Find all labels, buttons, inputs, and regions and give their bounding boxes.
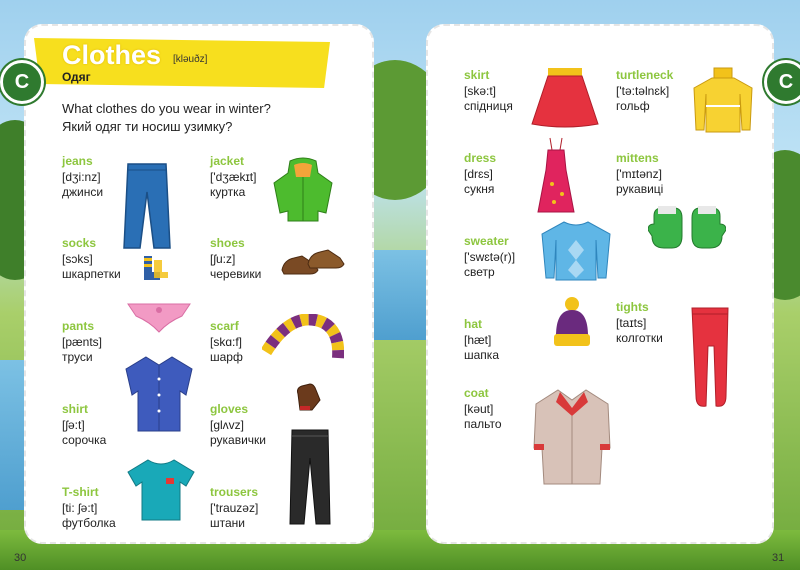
shoes-picture — [280, 248, 346, 278]
sweater-picture — [540, 220, 612, 282]
word-en: gloves — [210, 402, 249, 416]
word-ipa: ['swɛtə(r)] — [464, 249, 516, 264]
word-ipa: ['tə:təlnɛk] — [616, 83, 670, 98]
vocab-entry-pants — [62, 319, 102, 366]
word-ua: светр — [464, 265, 495, 279]
word-ua: шапка — [464, 348, 499, 362]
word-ua: шарф — [210, 350, 243, 364]
jacket-picture — [270, 157, 336, 223]
word-ua: штани — [210, 516, 245, 530]
gloves-picture — [294, 382, 322, 412]
page-number-right: 31 — [772, 552, 785, 564]
word-en: jacket — [210, 154, 245, 168]
word-ipa: [ti: ʃə:t] — [62, 500, 98, 515]
word-ipa: [pænts] — [62, 334, 103, 349]
word-ua: колготки — [616, 331, 663, 345]
word-ua: рукавиці — [616, 182, 664, 196]
scarf-picture — [262, 314, 344, 362]
word-ipa: [sɔks] — [62, 251, 93, 266]
vocab-entry-trousers — [210, 485, 258, 532]
word-ipa: ['dʒækɪt] — [210, 169, 257, 184]
question-ukrainian: Який одяг ти носиш узимку? — [62, 119, 233, 134]
question — [62, 100, 271, 136]
word-en: hat — [464, 317, 482, 331]
word-ua: рукавички — [210, 433, 267, 447]
vocab-entry-scarf — [210, 319, 243, 366]
word-en: jeans — [62, 154, 93, 168]
vocab-entry-skirt — [464, 68, 513, 115]
vocab-entry-mittens — [616, 151, 663, 198]
word-en: skirt — [464, 68, 490, 82]
mittens-picture — [648, 206, 726, 260]
tights-picture — [688, 306, 734, 410]
word-ipa: [skɑ:f] — [210, 334, 243, 349]
word-ipa: [ʃə:t] — [62, 417, 85, 432]
word-ua: сорочка — [62, 433, 107, 447]
word-en: shoes — [210, 236, 245, 250]
word-ua: труси — [62, 350, 93, 364]
vocab-entry-shoes — [210, 236, 261, 283]
word-ipa: [glʌvz] — [210, 417, 245, 432]
word-en: coat — [464, 386, 489, 400]
vocab-entry-coat — [464, 386, 502, 433]
word-ua: черевики — [210, 267, 262, 281]
question-english: What clothes do you wear in winter? — [62, 101, 271, 116]
letter-tab-left: C — [0, 60, 44, 104]
title-transcription: [kləuðz] — [173, 54, 208, 65]
word-ipa: [dʒi:nz] — [62, 169, 101, 184]
vocab-entry-turtleneck — [616, 68, 673, 115]
word-en: mittens — [616, 151, 659, 165]
word-ua: футболка — [62, 516, 116, 530]
vocab-entry-tshirt — [62, 485, 116, 532]
turtleneck-picture — [690, 66, 756, 134]
word-ipa: [drɛs] — [464, 166, 493, 181]
word-ipa: [hæt] — [464, 332, 492, 347]
word-en: shirt — [62, 402, 89, 416]
page-number-left: 30 — [14, 552, 27, 564]
word-en: scarf — [210, 319, 239, 333]
tshirt-picture — [126, 458, 196, 522]
vocab-entry-socks — [62, 236, 121, 283]
word-ua: пальто — [464, 417, 502, 431]
vocab-entry-gloves — [210, 402, 266, 449]
word-en: dress — [464, 151, 497, 165]
skirt-picture — [530, 66, 600, 128]
jeans-picture — [122, 162, 172, 250]
word-ua: спідниця — [464, 99, 513, 113]
socks-picture — [140, 254, 170, 284]
word-en: trousers — [210, 485, 259, 499]
word-ipa: ['trauzəz] — [210, 500, 259, 515]
background-river — [370, 250, 430, 340]
word-en: pants — [62, 319, 95, 333]
word-ipa: [taɪts] — [616, 315, 647, 330]
letter-tab-right: C — [764, 60, 800, 104]
vocab-entry-tights — [616, 300, 663, 347]
word-en: tights — [616, 300, 649, 314]
word-ua: куртка — [210, 185, 246, 199]
page-title: Clothes — [62, 40, 162, 70]
coat-picture — [530, 388, 614, 490]
word-en: turtleneck — [616, 68, 674, 82]
trousers-picture — [288, 428, 332, 526]
vocab-entry-jeans — [62, 154, 103, 201]
pants-picture — [126, 302, 192, 334]
word-ipa: [kəut] — [464, 401, 494, 416]
word-ipa: ['mɪtənz] — [616, 166, 662, 181]
word-ipa: [ʃu:z] — [210, 251, 236, 266]
dress-picture — [536, 136, 576, 214]
hat-picture — [550, 296, 594, 352]
word-en: T-shirt — [62, 485, 99, 499]
vocab-entry-hat — [464, 317, 499, 364]
vocab-entry-sweater — [464, 234, 515, 281]
word-ua: шкарпетки — [62, 267, 121, 281]
shirt-picture — [124, 355, 194, 433]
word-en: socks — [62, 236, 97, 250]
vocab-entry-shirt — [62, 402, 106, 449]
title-translation: Одяг — [62, 70, 91, 84]
vocab-entry-dress — [464, 151, 496, 198]
word-en: sweater — [464, 234, 509, 248]
word-ipa: [skə:t] — [464, 83, 497, 98]
word-ua: гольф — [616, 99, 650, 113]
word-ua: сукня — [464, 182, 495, 196]
vocab-entry-jacket — [210, 154, 256, 201]
word-ua: джинси — [62, 185, 104, 199]
